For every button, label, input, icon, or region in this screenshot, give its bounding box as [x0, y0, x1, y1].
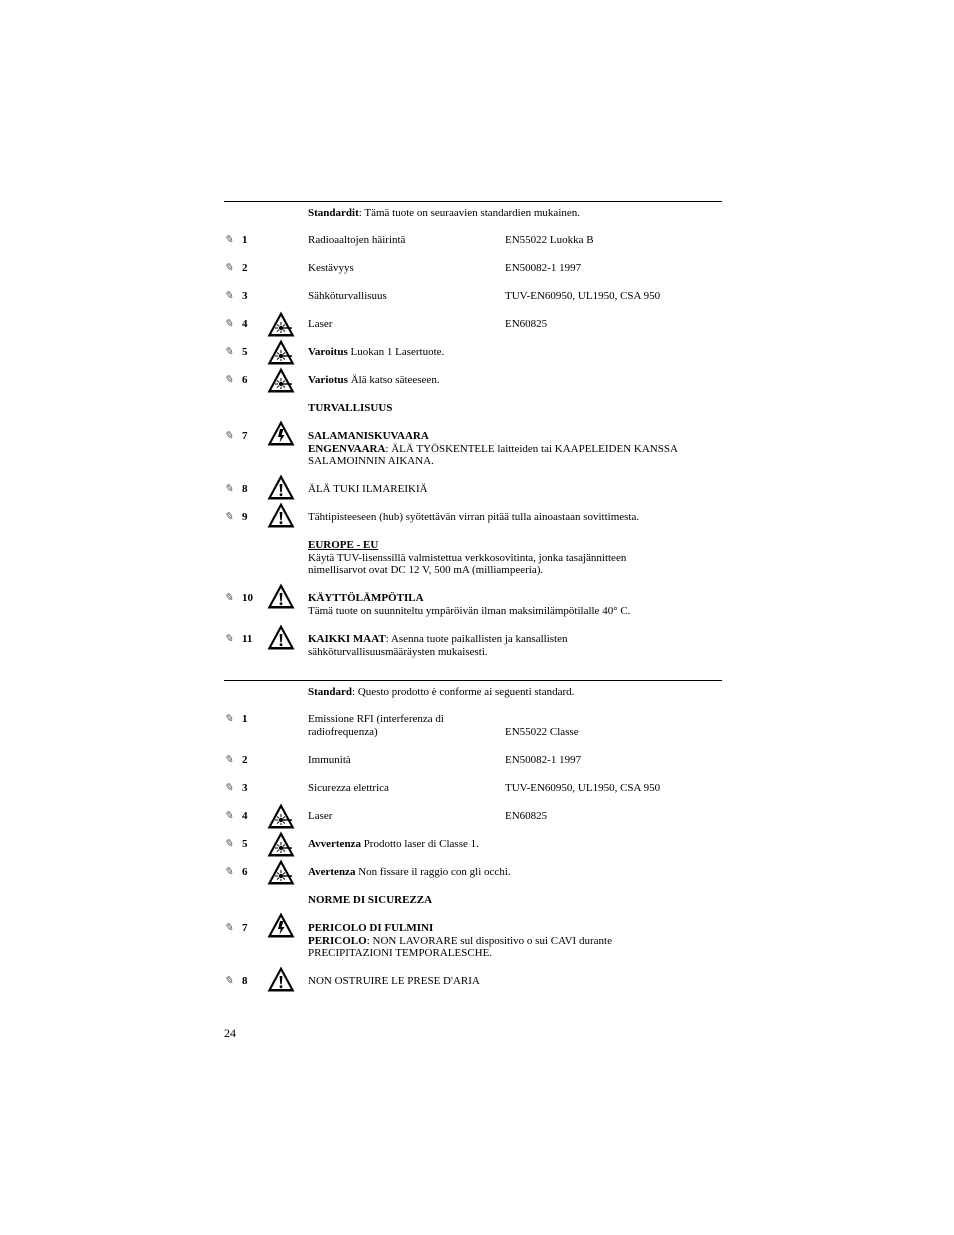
- pen-icon: ✎: [224, 483, 234, 495]
- item-number: ✎ 11: [224, 633, 253, 645]
- pen-icon: ✎: [224, 290, 234, 302]
- item-text: [308, 539, 722, 577]
- pen-icon: ✎: [224, 633, 234, 645]
- exclaim-warning-icon: [266, 473, 296, 501]
- laser-warning-icon: [266, 366, 296, 394]
- item-text: Kestävyys: [308, 262, 354, 274]
- pen-icon: ✎: [224, 754, 234, 766]
- standard-value: EN55022 Luokka B: [505, 234, 594, 246]
- standard-value: EN55022 Classe: [505, 725, 579, 738]
- standard-value: EN50082-1 1997: [505, 754, 582, 766]
- item-number: ✎ 7: [224, 430, 248, 442]
- item-number: ✎ 8: [224, 483, 248, 495]
- lightning-warning-icon: [266, 419, 296, 447]
- text-line: EUROPE - EU: [308, 539, 379, 551]
- item-text: Avertenza Non fissare il raggio con gli occhi.: [308, 866, 511, 878]
- laser-warning-icon: [266, 830, 296, 858]
- item-number: ✎ 3: [224, 290, 248, 302]
- item-number: ✎ 2: [224, 262, 248, 274]
- lightning-warning-icon: [266, 911, 296, 939]
- item-number: ✎ 6: [224, 866, 248, 878]
- pen-icon: ✎: [224, 318, 234, 330]
- pen-icon: ✎: [224, 430, 234, 442]
- item-number: ✎ 1: [224, 234, 248, 246]
- pen-icon: ✎: [224, 838, 234, 850]
- item-text: Immunità: [308, 754, 351, 766]
- text-line: radiofrequenza): [308, 725, 378, 738]
- text-line: ENGENVAARA: ÄLÄ TYÖSKENTELE laitteiden tai KAAPELEIDEN KANSSA: [308, 442, 678, 455]
- item-text: Laser: [308, 810, 333, 822]
- text-line: nimellisarvot ovat DC 12 V, 500 mA (milliampeeria).: [308, 564, 544, 576]
- item-text: Laser: [308, 318, 333, 330]
- item-text: Sähköturvallisuus: [308, 290, 387, 302]
- item-number: ✎ 4: [224, 318, 248, 330]
- text-line: PERICOLO DI FULMINI: [308, 922, 434, 934]
- exclaim-warning-icon: [266, 623, 296, 651]
- standard-value: EN60825: [505, 810, 548, 822]
- item-text: [308, 430, 722, 468]
- pen-icon: ✎: [224, 374, 234, 386]
- laser-warning-icon: [266, 858, 296, 886]
- item-number: ✎ 5: [224, 838, 248, 850]
- laser-warning-icon: [266, 338, 296, 366]
- standard-value: EN60825: [505, 318, 548, 330]
- standard-value: TUV-EN60950, UL1950, CSA 950: [505, 290, 661, 302]
- text-line: sähköturvallisuusmääräysten mukaisesti.: [308, 645, 488, 658]
- exclaim-warning-icon: [266, 582, 296, 610]
- pen-icon: ✎: [224, 866, 234, 878]
- text-line: SALAMANISKUVAARA: [308, 430, 429, 442]
- pen-icon: ✎: [224, 713, 234, 725]
- item-number: ✎ 3: [224, 782, 248, 794]
- item-text: TURVALLISUUS: [308, 402, 393, 414]
- item-number: ✎ 7: [224, 922, 248, 934]
- text-line: KÄYTTÖLÄMPÖTILA: [308, 592, 424, 604]
- pen-icon: ✎: [224, 234, 234, 246]
- text-line: PERICOLO: NON LAVORARE sul dispositivo o sui CAVI durante: [308, 934, 612, 947]
- item-number: ✎ 5: [224, 346, 248, 358]
- pen-icon: ✎: [224, 592, 234, 604]
- item-text: Tähtipisteeseen (hub) syötettävän virran pitää tulla ainoastaan sovittimesta.: [308, 511, 640, 523]
- item-text: [308, 592, 722, 617]
- item-number: ✎ 2: [224, 754, 248, 766]
- standard-value: TUV-EN60950, UL1950, CSA 950: [505, 782, 661, 794]
- item-number: ✎ 1: [224, 713, 248, 725]
- text-line: SALAMOINNIN AIKANA.: [308, 455, 434, 467]
- item-text: Radioaaltojen häirintä: [308, 234, 406, 246]
- standard-value: EN50082-1 1997: [505, 262, 582, 274]
- pen-icon: ✎: [224, 975, 234, 987]
- pen-icon: ✎: [224, 782, 234, 794]
- section-rule: [224, 680, 722, 681]
- laser-warning-icon: [266, 802, 296, 830]
- item-text: [308, 633, 722, 658]
- laser-warning-icon: [266, 310, 296, 338]
- item-text: NON OSTRUIRE LE PRESE D'ARIA: [308, 975, 480, 987]
- section-rule: [224, 201, 722, 202]
- item-text: Variotus Älä katso säteeseen.: [308, 374, 440, 386]
- item-text: Varoitus Luokan 1 Lasertuote.: [308, 346, 445, 358]
- item-number: ✎ 4: [224, 810, 248, 822]
- text-line: Käytä TUV-lisenssillä valmistettua verkkosovitinta, jonka tasajännitteen: [308, 551, 627, 564]
- item-number: ✎ 8: [224, 975, 248, 987]
- item-text: Sicurezza elettrica: [308, 782, 389, 794]
- text-line: PRECIPITAZIONI TEMPORALESCHE.: [308, 947, 493, 959]
- pen-icon: ✎: [224, 346, 234, 358]
- pen-icon: ✎: [224, 511, 234, 523]
- exclaim-warning-icon: [266, 501, 296, 529]
- item-text: [308, 922, 722, 960]
- item-text: NORME DI SICUREZZA: [308, 894, 433, 906]
- item-number: ✎ 10: [224, 592, 253, 604]
- pen-icon: ✎: [224, 262, 234, 274]
- item-text: Avvertenza Prodotto laser di Classe 1.: [308, 838, 479, 850]
- exclaim-warning-icon: [266, 965, 296, 993]
- text-line: Tämä tuote on suunniteltu ympäröivän ilman maksimilämpötilalle 40° C.: [308, 604, 631, 617]
- pen-icon: ✎: [224, 922, 234, 934]
- page-number: 24: [224, 1026, 236, 1040]
- text-line: KAIKKI MAAT: Asenna tuote paikallisten ja kansallisten: [308, 633, 568, 645]
- text-line: Emissione RFI (interferenza di: [308, 713, 444, 725]
- item-number: ✎ 6: [224, 374, 248, 386]
- item-number: ✎ 9: [224, 511, 248, 523]
- item-text: ÄLÄ TUKI ILMAREIKIÄ: [308, 483, 428, 495]
- pen-icon: ✎: [224, 810, 234, 822]
